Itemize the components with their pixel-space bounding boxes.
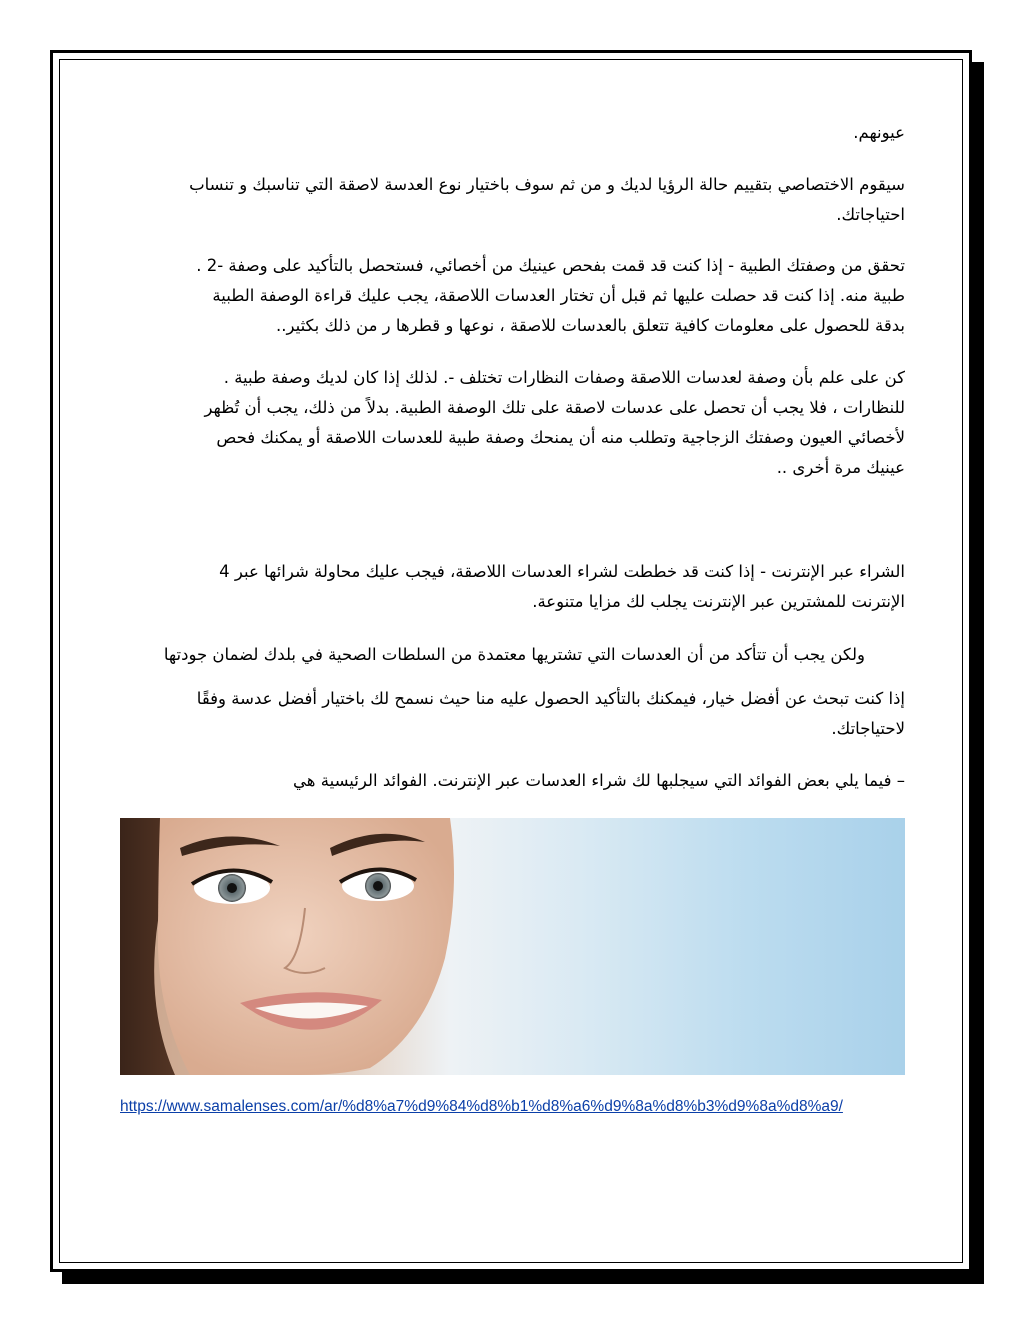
source-url-link[interactable]: https://www.samalenses.com/ar/%d8%a7%d9%84%d8%b1%d8%a6%d9%8a%d8%b3%d9%8a%d8%a9/: [120, 1098, 843, 1115]
paragraph-specialist-evaluation: [120, 170, 905, 230]
paragraph-line: للنظارات ، فلا يجب أن تحصل على عدسات لاصقة على تلك الوصفة الطبية. بدلاً من ذلك، يجب أن تُظهر: [204, 398, 905, 417]
paragraph-line: تحقق من وصفتك الطبية - إذا كنت قد قمت بفحص عينيك من أخصائي، فستحصل بالتأكيد على وصفة -2 .: [196, 256, 905, 275]
paragraph-line: بدقة للحصول على معلومات كافية تتعلق بالعدسات للاصقة ، نوعها و قطرها ر من ذلك بكثير..: [276, 316, 905, 335]
paragraph-line: احتياجاتك.: [836, 205, 905, 224]
paragraph-line: لأخصائي العيون وصفتك الزجاجية وتطلب منه أن يمنحك وصفة طبية للعدسات اللاصقة أو يمكنك فحص: [216, 428, 905, 447]
paragraph-line: – فيما يلي بعض الفوائد التي سيجلبها لك شراء العدسات عبر الإنترنت. الفوائد الرئيسية هي: [293, 771, 905, 790]
paragraph-line: سيقوم الاختصاصي بتقييم حالة الرؤيا لديك و من ثم سوف باختيار نوع العدسة لاصقة التي تناسبك و تنساب: [189, 175, 905, 194]
paragraph-check-prescription: [120, 251, 905, 341]
paragraph-benefits-intro: [120, 766, 905, 796]
paragraph-line: طبية منه. إذا كنت قد حصلت عليها ثم قبل أن تختار العدسات اللاصقة، يجب عليك قراءة الوصفة الطبية: [212, 286, 905, 305]
paragraph-prescription-difference: [120, 363, 905, 483]
paragraph-line: كن على علم بأن وصفة لعدسات اللاصقة وصفات النظارات تختلف -. لذلك إذا كان لديك وصفة طبية .: [223, 368, 905, 387]
paragraph-line: عينيك مرة أخرى ..: [776, 458, 905, 477]
paragraph-buy-online: [120, 557, 905, 617]
paragraph-intro-end: [120, 118, 905, 148]
paragraph-line: عيونهم.: [853, 123, 905, 142]
paragraph-certified-lenses: [120, 640, 905, 670]
woman-face-photo: [120, 818, 905, 1075]
paragraph-line: لاحتياجاتك.: [831, 719, 905, 738]
paragraph-line: الإنترنت للمشترين عبر الإنترنت يجلب لك مزايا متنوعة.: [532, 592, 905, 611]
paragraph-line: ولكن يجب أن تتأكد من أن العدسات التي تشتريها معتمدة من السلطات الصحية في بلدك لضمان جودتها: [163, 645, 865, 664]
paragraph-best-choice: [120, 684, 905, 744]
paragraph-line: الشراء عبر الإنترنت - إذا كنت قد خططت لشراء العدسات اللاصقة، فيجب عليك محاولة شرائها عبر 4: [219, 562, 905, 581]
paragraph-line: إذا كنت تبحث عن أفضل خيار، فيمكنك بالتأكيد الحصول عليه منا حيث نسمح لك باختيار أفضل عدسة وفقًا: [196, 689, 905, 708]
